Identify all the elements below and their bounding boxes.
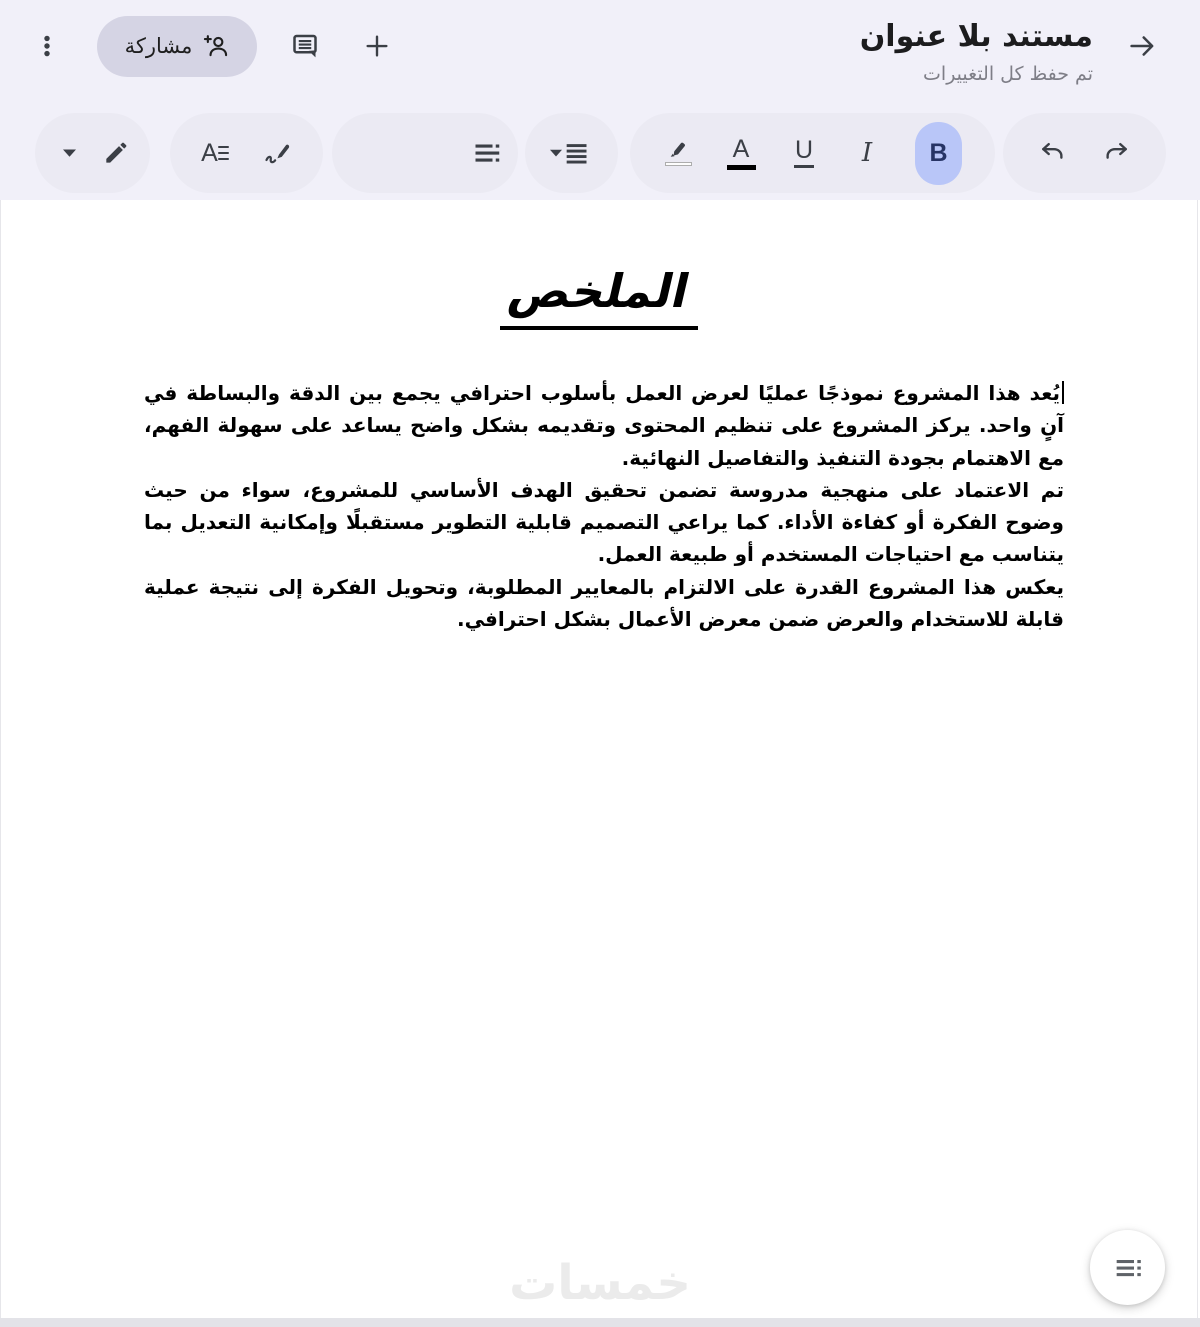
underline-icon: U <box>794 138 814 168</box>
highlight-color-button[interactable] <box>663 138 693 168</box>
line-spacing-icon <box>562 139 590 167</box>
text-color-icon: A <box>727 137 756 170</box>
arrow-right-icon <box>1126 30 1158 62</box>
overflow-menu-button[interactable] <box>23 22 71 70</box>
share-button-label: مشاركة <box>124 35 193 58</box>
bulleted-list-button[interactable] <box>472 138 502 168</box>
italic-icon: I <box>861 138 873 168</box>
pencil-icon <box>102 139 130 167</box>
plus-icon <box>362 31 392 61</box>
document-canvas[interactable] <box>0 200 1198 1327</box>
heading-underline <box>500 264 699 330</box>
back-button[interactable] <box>1118 22 1166 70</box>
bold-icon: B <box>929 138 948 167</box>
format-letter: A <box>201 138 218 167</box>
undo-button[interactable] <box>1037 138 1067 168</box>
history-group <box>1003 113 1166 193</box>
text-style-group <box>630 113 995 193</box>
undo-icon <box>1037 138 1067 168</box>
document-title[interactable]: مستند بلا عنوان <box>859 19 1093 54</box>
document-outline-fab[interactable] <box>1090 1230 1165 1305</box>
redo-button[interactable] <box>1102 138 1132 168</box>
text-color-button[interactable] <box>726 134 756 170</box>
italic-button[interactable] <box>852 138 882 168</box>
khamsat-watermark: خمسات <box>509 1255 691 1311</box>
spacing-group <box>525 113 618 193</box>
document-outline-icon <box>1112 1252 1144 1284</box>
document-heading[interactable]: الملخص <box>503 264 695 318</box>
line-spacing-dropdown[interactable] <box>550 138 594 168</box>
comment-icon <box>290 31 320 61</box>
document-body[interactable] <box>144 377 1064 635</box>
redo-icon <box>1102 138 1132 168</box>
draw-pen-button[interactable] <box>262 138 292 168</box>
paragraph: يُعد هذا المشروع نموذجًا عمليًا لعرض العمل بأسلوب احترافي يجمع بين الدقة والبساطة في آنٍ واحد. يركز المشروع على تنظيم المحتوى وتقديمه بشكل واضح يساعد على سهولة الفهم، مع الاهتمام بجودة التنفيذ والتفاصيل النهائية. <box>144 381 1064 470</box>
chevron-down-icon <box>550 149 562 157</box>
chevron-down-icon <box>63 149 76 157</box>
comments-button[interactable] <box>281 22 329 70</box>
insert-button[interactable] <box>353 22 401 70</box>
document-title-block <box>860 20 1093 85</box>
kebab-menu-icon <box>34 33 60 59</box>
edit-mode-dropdown[interactable] <box>55 138 85 168</box>
highlighter-icon <box>665 141 692 166</box>
app-bars <box>0 0 1200 200</box>
bold-button[interactable] <box>915 122 962 185</box>
formatting-toolbar <box>0 113 1200 193</box>
bulleted-list-rtl-icon <box>472 138 502 168</box>
save-status: تم حفظ كل التغييرات <box>923 63 1093 85</box>
format-lines-icon <box>218 146 229 161</box>
list-group <box>332 113 518 193</box>
document-heading-row <box>1 264 1197 330</box>
text-format-group <box>170 113 323 193</box>
edit-mode-group <box>35 113 150 193</box>
text-cursor <box>1062 381 1064 404</box>
pen-scribble-icon <box>262 138 292 168</box>
format-text-button[interactable] <box>201 138 231 168</box>
share-button[interactable] <box>97 16 257 77</box>
edit-mode-button[interactable] <box>101 138 131 168</box>
person-add-icon <box>202 33 229 60</box>
underline-button[interactable] <box>789 138 819 168</box>
bottom-edge-bar <box>0 1318 1200 1327</box>
paragraph: تم الاعتماد على منهجية مدروسة تضمن تحقيق الهدف الأساسي للمشروع، سواء من حيث وضوح الفكرة أو كفاءة الأداء. كما يراعي التصميم قابلية التطوير مستقبلًا وإمكانية التعديل بما يتناسب مع احتياجات المستخدم أو طبيعة العمل. <box>144 477 1064 567</box>
paragraph: يعكس هذا المشروع القدرة على الالتزام بالمعايير المطلوبة، وتحويل الفكرة إلى نتيجة عملية قابلة للاستخدام والعرض ضمن معرض الأعمال بشكل احترافي. <box>144 574 1064 632</box>
